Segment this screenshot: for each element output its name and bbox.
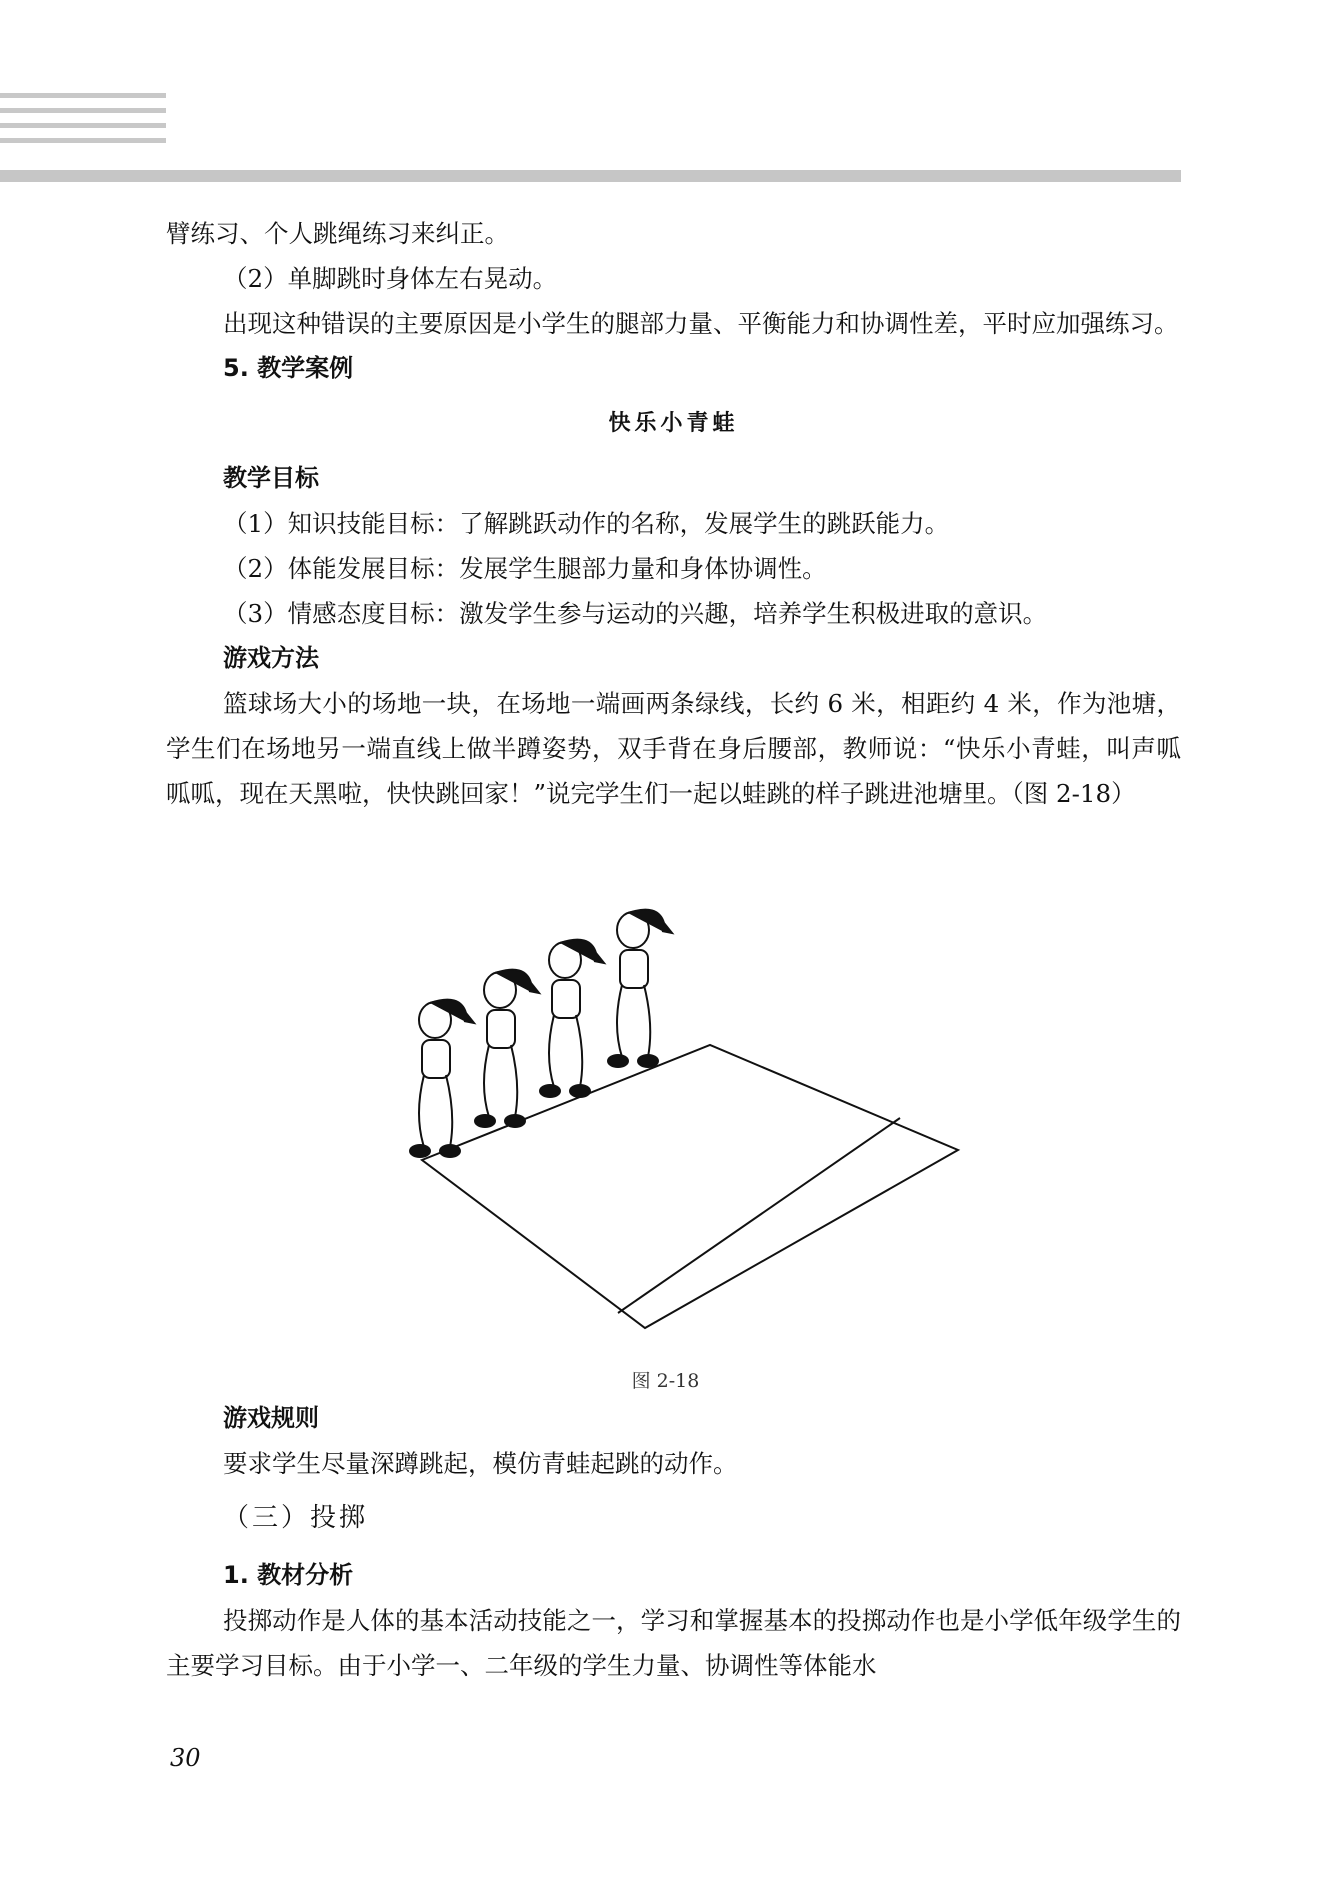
- paragraph: （3）情感态度目标：激发学生参与运动的兴趣，培养学生积极进取的意识。: [223, 599, 1048, 628]
- figure-frogs-jumping: [380, 895, 970, 1355]
- subheading: 游戏方法: [223, 644, 319, 672]
- paragraph: 投掷动作是人体的基本活动技能之一，学习和掌握基本的投掷动作也是小学低年级学生的主要学习目标。由于小学一、二年级的学生力量、协调性等体能水: [166, 1606, 1181, 1680]
- figure-caption: 图 2-18: [631, 1370, 700, 1392]
- case-title: 快乐小青蛙: [608, 411, 739, 436]
- subheading: 游戏规则: [223, 1404, 319, 1432]
- subheading: 1. 教材分析: [223, 1561, 354, 1589]
- subheading: 教学目标: [223, 464, 319, 492]
- paragraph: 篮球场大小的场地一块，在场地一端画两条绿线，长约 6 米，相距约 4 米，作为池塘，学生们在场地另一端直线上做半蹲姿势，双手背在身后腰部，教师说：“快乐小青蛙，叫声呱呱呱，现在天黑啦，快快跳回家！”说完学生们一起以蛙跳的样子跳进池塘里。（图 2-18）: [166, 689, 1181, 808]
- header-stripes: [0, 93, 166, 153]
- paragraph: （2）体能发展目标：发展学生腿部力量和身体协调性。: [223, 554, 827, 583]
- paragraph: （1）知识技能目标：了解跳跃动作的名称，发展学生的跳跃能力。: [223, 509, 950, 538]
- header-rule: [0, 170, 1181, 182]
- section-heading: 5. 教学案例: [223, 354, 354, 382]
- paragraph: 出现这种错误的主要原因是小学生的腿部力量、平衡能力和协调性差，平时应加强练习。: [223, 309, 1179, 338]
- text-block-top: [166, 211, 1181, 816]
- text-block-bottom: [166, 1396, 1181, 1688]
- paragraph: （2）单脚跳时身体左右晃动。: [223, 264, 558, 293]
- page-number: 30: [170, 1744, 201, 1772]
- paragraph: 臂练习、个人跳绳练习来纠正。: [166, 219, 509, 248]
- paragraph: 要求学生尽量深蹲跳起，模仿青蛙起跳的动作。: [223, 1449, 738, 1478]
- section-heading: （三）投掷: [223, 1503, 369, 1533]
